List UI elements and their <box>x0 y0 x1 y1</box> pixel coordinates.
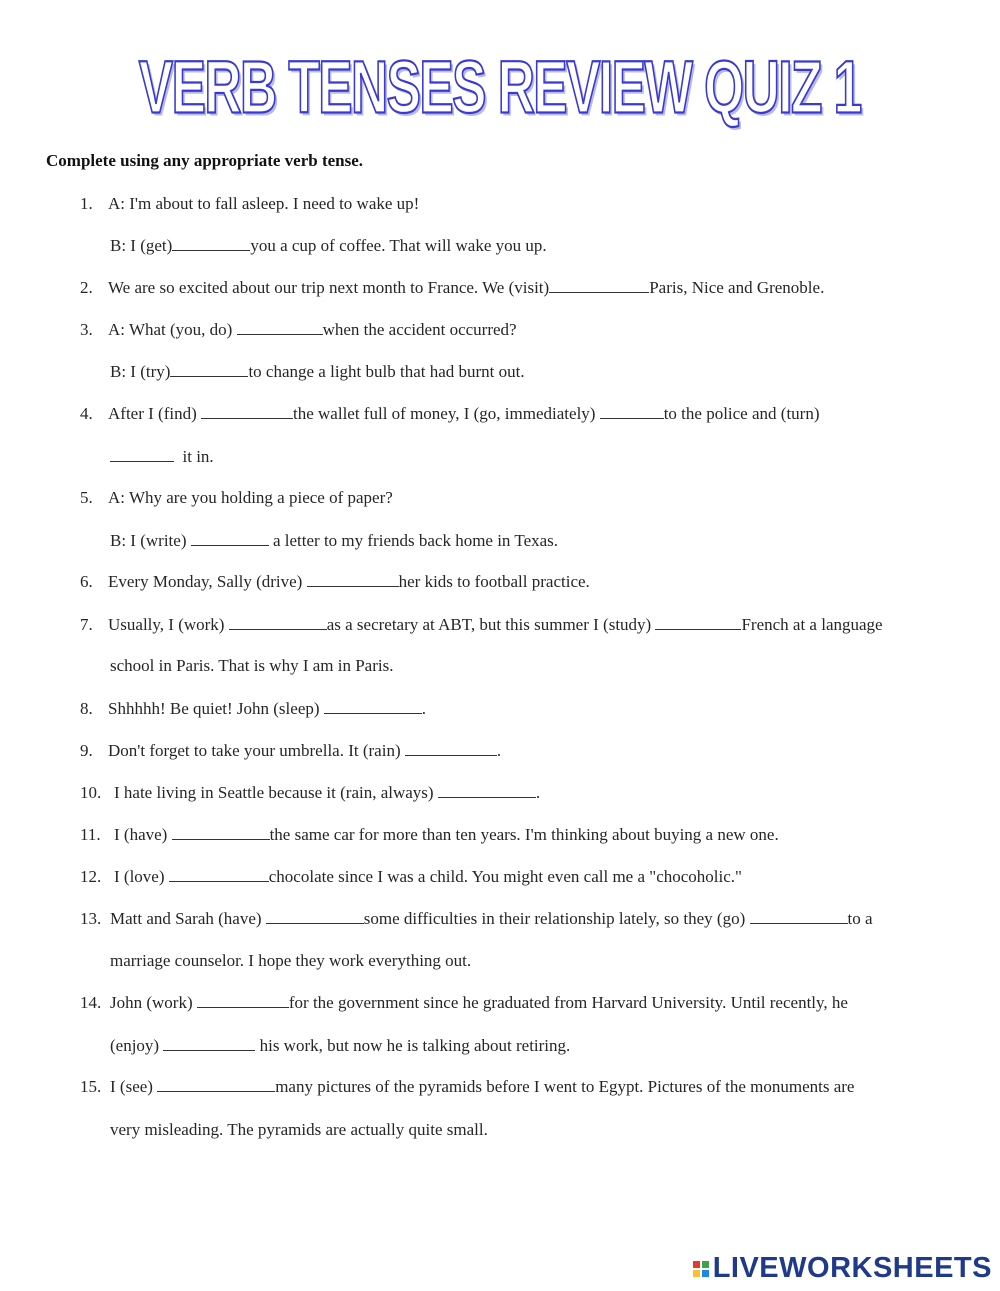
answer-blank[interactable] <box>438 784 536 798</box>
answer-blank[interactable] <box>201 405 293 419</box>
answer-blank[interactable] <box>307 573 399 587</box>
answer-blank[interactable] <box>197 994 289 1008</box>
worksheet-title: VERB TENSES REVIEW QUIZ 1 <box>139 45 861 129</box>
answer-blank[interactable] <box>157 1078 275 1092</box>
question-3-b: B: I (try) to change a light bulb that had burnt out. <box>110 362 525 381</box>
question-5-b: B: I (write) a letter to my friends back home in Texas. <box>110 531 559 550</box>
answer-blank[interactable] <box>229 616 327 630</box>
question-6: 6. Every Monday, Sally (drive) her kids to football practice. <box>80 572 590 591</box>
question-1-b: B: I (get) you a cup of coffee. That will wake you up. <box>110 236 547 255</box>
logo-squares-icon <box>693 1261 709 1277</box>
question-4: 4. After I (find) the wallet full of money, I (go, immediately) to the police and (turn) <box>80 404 820 423</box>
answer-blank[interactable] <box>163 1037 255 1051</box>
answer-blank[interactable] <box>266 910 364 924</box>
instructions: Complete using any appropriate verb tense. <box>46 151 364 170</box>
question-14: 14. John (work) for the government since he graduated from Harvard University. Until recently, he <box>80 993 848 1012</box>
answer-blank[interactable] <box>191 532 269 546</box>
logo-text: LIVEWORKSHEETS <box>712 1252 992 1284</box>
answer-blank[interactable] <box>170 363 248 377</box>
question-15: 15. I (see) many pictures of the pyramids before I went to Egypt. Pictures of the monuments are <box>80 1077 855 1096</box>
answer-blank[interactable] <box>655 616 741 630</box>
question-8: 8. Shhhhh! Be quiet! John (sleep) . <box>80 699 427 718</box>
question-9: 9. Don't forget to take your umbrella. It (rain) . <box>80 741 502 760</box>
question-13: 13. Matt and Sarah (have) some difficulties in their relationship lately, so they (go) to a <box>80 909 873 928</box>
answer-blank[interactable] <box>405 742 497 756</box>
question-1-a: 1. A: I'm about to fall asleep. I need to wake up! <box>80 194 420 213</box>
answer-blank[interactable] <box>237 321 323 335</box>
question-7-cont: school in Paris. That is why I am in Paris. <box>110 656 394 675</box>
question-14-cont: (enjoy) his work, but now he is talking about retiring. <box>110 1036 571 1055</box>
question-5-a: 5. A: Why are you holding a piece of paper? <box>80 488 393 507</box>
question-15-cont: very misleading. The pyramids are actually quite small. <box>110 1120 488 1139</box>
question-11: 11. I (have) the same car for more than ten years. I'm thinking about buying a new one. <box>80 825 779 844</box>
question-13-cont: marriage counselor. I hope they work everything out. <box>110 951 472 970</box>
question-2: 2. We are so excited about our trip next month to France. We (visit) Paris, Nice and Grenoble. <box>80 278 825 297</box>
answer-blank[interactable] <box>172 826 270 840</box>
title-wrap <box>0 44 1000 129</box>
answer-blank[interactable] <box>549 279 649 293</box>
question-3-a: 3. A: What (you, do) when the accident occurred? <box>80 320 517 339</box>
question-4-cont: it in. <box>110 447 214 467</box>
question-10: 10. I hate living in Seattle because it (rain, always) . <box>80 783 541 802</box>
answer-blank[interactable] <box>600 405 664 419</box>
answer-blank[interactable] <box>750 910 848 924</box>
answer-blank[interactable] <box>324 700 422 714</box>
liveworksheets-logo[interactable] <box>693 1252 992 1285</box>
question-12: 12. I (love) chocolate since I was a child. You might even call me a "chocoholic." <box>80 867 742 886</box>
answer-blank[interactable] <box>110 448 174 462</box>
question-7: 7. Usually, I (work) as a secretary at ABT, but this summer I (study) French at a language <box>80 615 883 634</box>
answer-blank[interactable] <box>172 237 250 251</box>
answer-blank[interactable] <box>169 868 269 882</box>
